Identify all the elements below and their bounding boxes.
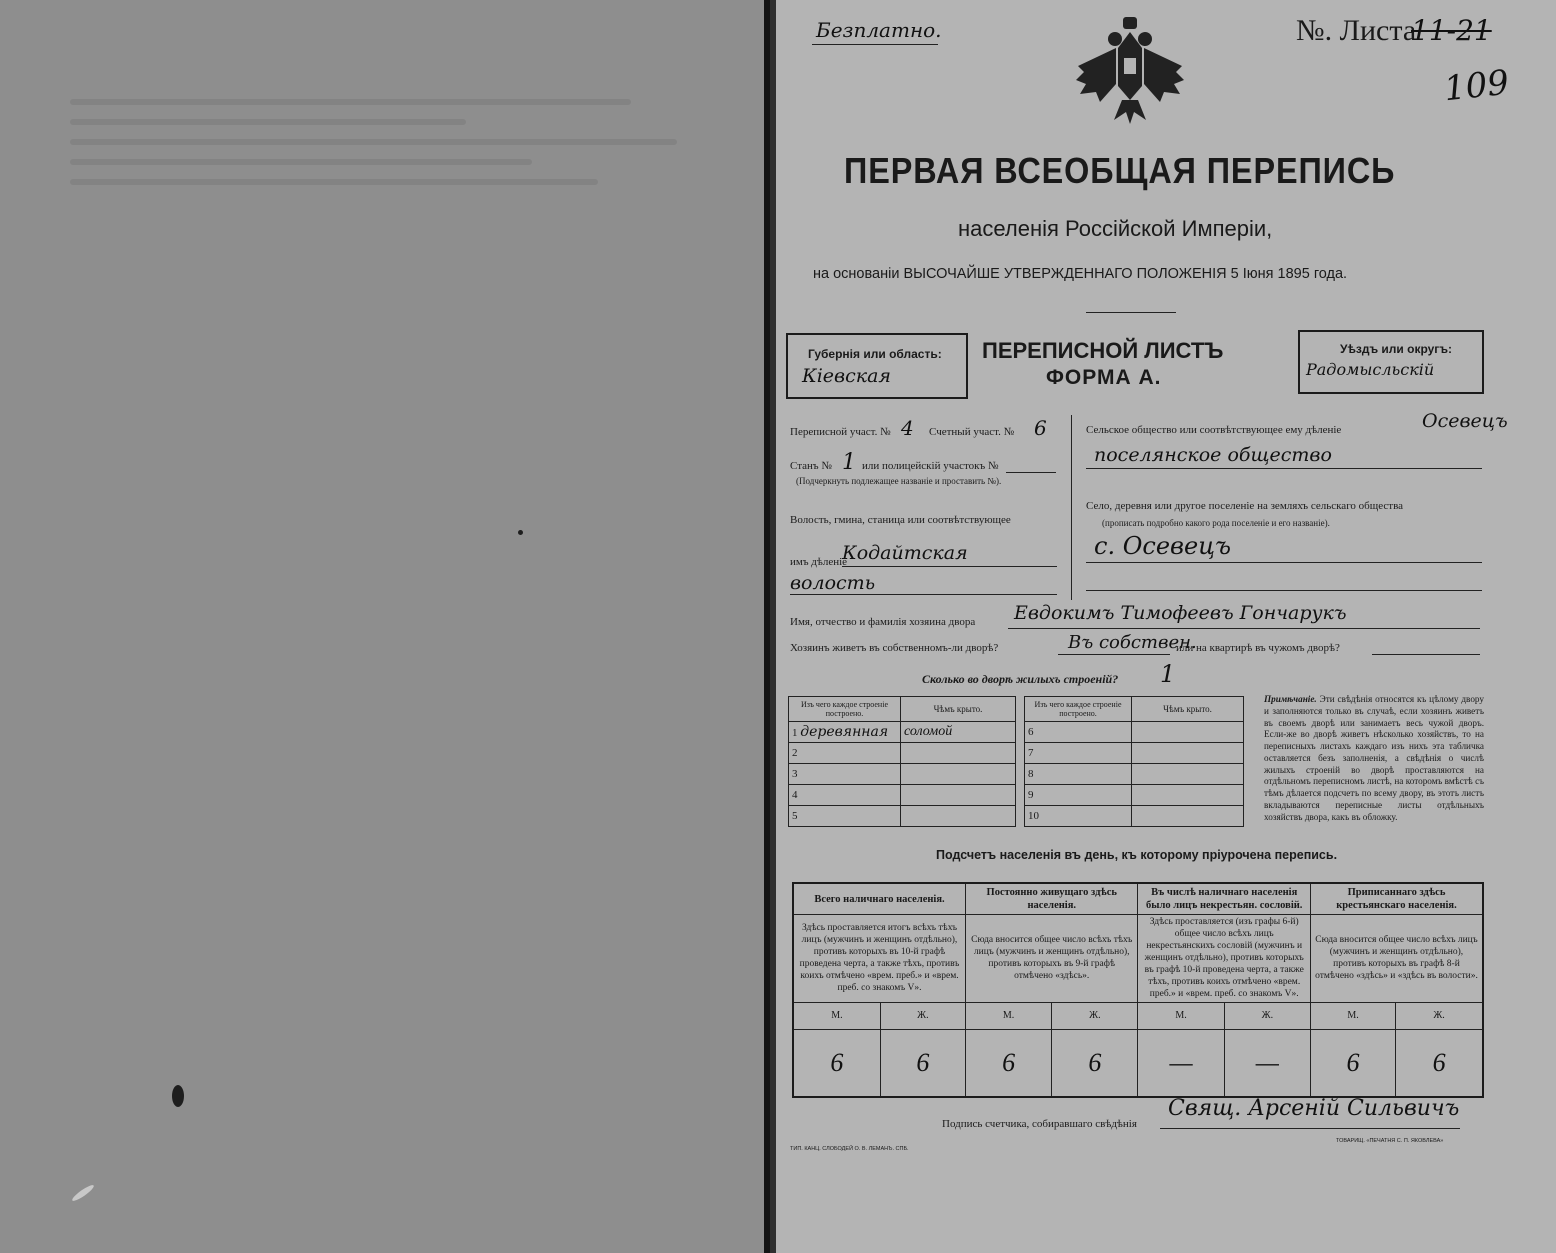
own-yard-line (1058, 654, 1170, 655)
col-peasant-desc: Сюда вносится общее число всѣхъ лицъ (мужчинъ и женщинъ отдѣльно), противъ которыхъ въ графѣ 8-й отмѣчено «здѣсь» и «здѣсь въ волости». (1310, 915, 1483, 1003)
camp-label: Станъ № (790, 460, 832, 472)
total-female-value: 6 (880, 1030, 965, 1098)
archive-number: 109 (1442, 62, 1511, 110)
peasant-male-value: 6 (1310, 1030, 1395, 1098)
printer-right: ТОВАРИЩ. «ПЕЧАТНЯ С. П. ЯКОВЛЕВА» (1336, 1138, 1444, 1144)
police-label: или полицейскій участокъ № (862, 460, 999, 472)
col-non-peasant-title: Въ числѣ наличнаго населенія было лицъ некрестьян. сословій. (1138, 883, 1311, 915)
count-plot-label: Счетный участ. № (929, 426, 1015, 438)
table-row: 9 (1025, 785, 1244, 806)
settlement-line-2 (1086, 590, 1482, 591)
form-main-title: ПЕРВАЯ ВСЕОБЩАЯ ПЕРЕПИСЬ (844, 150, 1396, 191)
note-label: Примѣчаніе. (1264, 694, 1317, 704)
sheet-number: 11-21 (1411, 14, 1492, 47)
volost-value-2: волость (790, 572, 876, 594)
census-form-page (776, 0, 1556, 1253)
table-row: 4 (789, 785, 1016, 806)
speck (518, 530, 523, 535)
ornament-divider (1086, 312, 1176, 313)
signature-line (1160, 1128, 1460, 1129)
col-material-header: Изъ чего каждое строеніе построено. (1025, 697, 1132, 722)
underline-note: (Подчеркнуть подлежащее названіе и проставить №). (796, 476, 1002, 486)
col-total-desc: Здѣсь проставляется итогъ всѣхъ тѣхъ лицъ (мужчинъ и женщинъ отдѣльно), противъ которыхъ въ 10-й графѣ проведена черта, а также тѣхъ, противъ коихъ отмѣчено «врем. преб.» и «врем. преб. со знакомъ V». (793, 915, 965, 1003)
permanent-male-value: 6 (965, 1030, 1051, 1098)
settlement-label: Село, деревня или другое поселеніе на земляхъ сельскаго общества (1086, 500, 1404, 512)
volost-label-2: имъ дѣленіе (790, 556, 848, 568)
printer-left: ТИП. КАНЦ. СЛОБОДЕЙ О. В. ЛЕМАНЪ. СПБ. (790, 1146, 909, 1152)
female-label: Ж. (880, 1003, 965, 1030)
count-plot-value: 6 (1034, 416, 1047, 440)
census-plot-value: 4 (901, 416, 914, 440)
col-non-peasant-desc: Здѣсь проставляется (изъ графы 6-й) общее число всѣхъ лицъ некрестьянскихъ сословій (мужчинъ и женщинъ отдѣльно), противъ которыхъ въ графѣ 10-й проведена черта, а также тѣхъ, противъ коихъ отмѣчено «врем. преб.» и «врем. преб. со знакомъ V». (1138, 915, 1311, 1003)
buildings-table-right (1024, 696, 1244, 827)
camp-value: 1 (842, 450, 856, 475)
settlement-note: (прописать подробно какого рода поселеніе и его названіе). (1102, 518, 1330, 528)
buildings-value: 1 (1160, 660, 1176, 688)
buildings-label: Сколько во дворѣ жилыхъ строеній? (922, 672, 1119, 686)
table-row: 2 (789, 743, 1016, 764)
col-material-header: Изъ чего каждое строеніе построено. (789, 697, 901, 722)
owner-value: Евдокимъ Тимофеевъ Гончарукъ (1014, 602, 1347, 624)
male-label: М. (965, 1003, 1051, 1030)
permanent-female-value: 6 (1052, 1030, 1138, 1098)
bleed-through-text (70, 85, 730, 245)
speck (71, 1183, 96, 1203)
left-page (0, 0, 770, 1253)
village-society-line (1086, 468, 1482, 469)
volost-line-2 (790, 594, 1057, 595)
census-plot-label: Переписной участ. № (790, 426, 891, 438)
note-block (1264, 694, 1484, 823)
total-male-value: 6 (793, 1030, 880, 1098)
owner-line (1008, 628, 1480, 629)
rent-label: или на квартирѣ въ чужомъ дворѣ? (1176, 642, 1340, 654)
volost-label: Волость, гмина, станица или соотвѣтствующее (790, 514, 1011, 526)
sheet-label: №. Листа (1296, 14, 1417, 47)
signature-value: Свящ. Арсеній Сильвичъ (1168, 1096, 1460, 1121)
population-table (792, 882, 1484, 1098)
male-label: М. (1310, 1003, 1395, 1030)
female-label: Ж. (1052, 1003, 1138, 1030)
table-row (793, 1030, 1483, 1098)
note-text: Эти свѣдѣнія относятся къ цѣлому двору и заполняются только въ случаѣ, если хозяинъ живетъ въ своемъ дворѣ или занимаетъ весь чужой дворъ. Если-же во дворѣ живетъ нѣсколько хозяйствъ, то на переписныхъ листахъ каждаго изъ нихъ эта табличка оставляется безъ заполненія, а свѣдѣнія о числѣ жилыхъ строеній во дворѣ проставляются на отдѣльномъ переписномъ листѣ, на которомъ вмѣстѣ съ тѣмъ дѣлается подсчетъ по всему двору, въ этотъ листъ вкладываются переписные листы отдѣльныхъ хозяйствъ двора, какъ въ обложку. (1264, 694, 1484, 822)
peasant-female-value: 6 (1396, 1030, 1483, 1098)
form-basis: на основаніи ВЫСОЧАЙШЕ УТВЕРЖДЕННАГО ПОЛОЖЕНІЯ 5 Іюня 1895 года. (813, 266, 1348, 282)
rent-line (1372, 654, 1480, 655)
volost-value-1: Кодайтская (842, 542, 968, 564)
settlement-line-1 (1086, 562, 1482, 563)
province-value: Кіевская (802, 365, 891, 387)
female-label: Ж. (1224, 1003, 1310, 1030)
male-label: М. (1138, 1003, 1224, 1030)
non-peasant-male-value: — (1138, 1030, 1224, 1098)
settlement-value: с. Осевецъ (1094, 532, 1231, 560)
district-label: Уѣздъ или округъ: (1340, 342, 1453, 356)
col-permanent-title: Постоянно живущаго здѣсь населенія. (965, 883, 1137, 915)
form-title-line-2: ФОРМА А. (1046, 366, 1162, 389)
table-row: 5 (789, 806, 1016, 827)
own-yard-value: Въ собствен. (1068, 632, 1197, 653)
population-heading: Подсчетъ населенія въ день, къ которому пріурочена перепись. (936, 848, 1338, 862)
table-row: 10 (1025, 806, 1244, 827)
table-row: 7 (1025, 743, 1244, 764)
district-value: Радомысльскій (1306, 360, 1435, 379)
village-society-label: Сельское общество или соотвѣтствующее ему дѣленіе (1086, 424, 1342, 436)
column-divider (1071, 415, 1072, 600)
col-permanent-desc: Сюда вносится общее число всѣхъ тѣхъ лицъ (мужчинъ и женщинъ отдѣльно), противъ которыхъ въ 9-й графѣ отмѣчено «здѣсь». (965, 915, 1137, 1003)
col-peasant-title: Приписаннаго здѣсь крестьянскаго населенія. (1310, 883, 1483, 915)
volost-line-1 (842, 566, 1057, 567)
province-label: Губернія или область: (808, 347, 942, 361)
table-row: 6 (1025, 722, 1244, 743)
village-society-value-1: Осевецъ (1422, 410, 1508, 432)
owner-label: Имя, отчество и фамилія хозяина двора (790, 616, 976, 628)
non-peasant-female-value: — (1224, 1030, 1310, 1098)
col-roof-header: Чѣмъ крыто. (1132, 697, 1244, 722)
form-title-line-1: ПЕРЕПИСНОЙ ЛИСТЪ (982, 338, 1224, 363)
female-label: Ж. (1396, 1003, 1483, 1030)
free-label: Безплатно. (816, 18, 942, 42)
buildings-table-left (788, 696, 1016, 827)
police-value-line (1006, 472, 1056, 473)
table-row: 3 (789, 764, 1016, 785)
own-yard-label: Хозяинъ живетъ въ собственномъ-ли дворѣ? (790, 642, 999, 654)
village-society-value-2: поселянское общество (1094, 444, 1332, 466)
form-subtitle: населенія Россійской Имперіи, (958, 216, 1273, 241)
divider (812, 44, 938, 45)
province-box (786, 333, 968, 399)
speck (172, 1085, 184, 1107)
signature-label: Подпись счетчика, собиравшаго свѣдѣнія (942, 1118, 1137, 1130)
table-row: 1 деревянная соломой (789, 722, 1016, 743)
district-box (1298, 330, 1484, 394)
table-row: 8 (1025, 764, 1244, 785)
col-roof-header: Чѣмъ крыто. (901, 697, 1016, 722)
col-total-title: Всего наличнаго населенія. (793, 883, 965, 915)
double-headed-eagle-icon (1072, 14, 1188, 130)
male-label: М. (793, 1003, 880, 1030)
